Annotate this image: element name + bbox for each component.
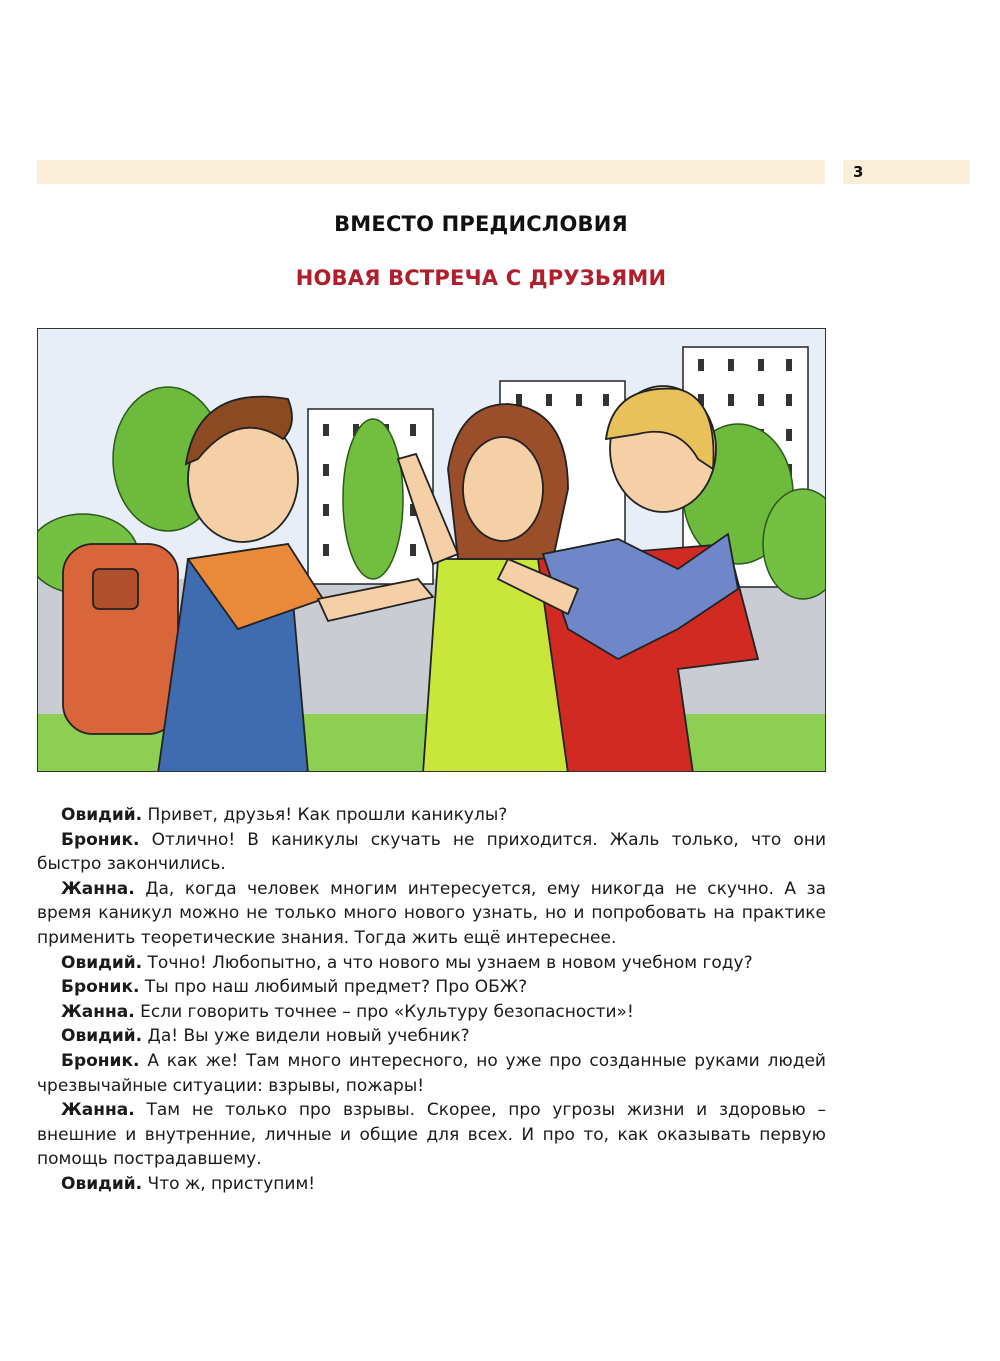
- line-text: Привет, друзья! Как прошли каникулы?: [147, 805, 508, 825]
- dialogue-line: [37, 951, 826, 976]
- line-text: Что ж, приступим!: [147, 1173, 316, 1194]
- dialogue-line: [37, 1000, 826, 1025]
- page-number-box: [843, 160, 970, 184]
- speaker-name: Броник.: [61, 829, 140, 850]
- dialogue-line: [37, 975, 826, 1000]
- header-band: [37, 160, 825, 184]
- speaker-name: Жанна.: [61, 1001, 135, 1022]
- line-text: Если говорить точнее – про «Культуру безопасности»!: [140, 1001, 634, 1022]
- dialogue-line: [37, 1049, 826, 1098]
- illustration-friends-meeting: [37, 328, 826, 772]
- speaker-name: Броник.: [61, 977, 140, 998]
- line-text: А как же! Там много интересного, но уже про созданные руками людей чрезвычайные ситуации: взрывы, пожары!: [37, 1050, 826, 1096]
- dialogue-text: [37, 803, 826, 1197]
- dialogue-line: [37, 1098, 826, 1172]
- page-number: 3: [853, 163, 864, 181]
- dialogue-line: [37, 828, 826, 877]
- speaker-name: Овидий.: [61, 1026, 143, 1047]
- dialogue-line: [37, 877, 826, 951]
- speaker-name: Жанна.: [61, 878, 135, 899]
- tree-middle: [343, 419, 403, 579]
- dialogue-line: [37, 803, 826, 828]
- line-text: Да! Вы уже видели новый учебник?: [147, 1026, 470, 1047]
- line-text: Отлично! В каникулы скучать не приходится. Жаль только, что они быстро закончились.: [37, 829, 826, 875]
- page-subheading: НОВАЯ ВСТРЕЧА С ДРУЗЬЯМИ: [295, 266, 667, 290]
- line-text: Да, когда человек многим интересуется, ему никогда не скучно. А за время каникул можно не только много нового узнать, но и попробовать на практике применить теоретические знания. Тогда жить ещё интереснее.: [37, 878, 826, 948]
- speaker-name: Жанна.: [61, 1100, 135, 1121]
- page-heading: ВМЕСТО ПРЕДИСЛОВИЯ: [334, 212, 628, 236]
- speaker-name: Овидий.: [61, 805, 143, 825]
- speaker-name: Овидий.: [61, 1173, 143, 1194]
- dialogue-line: [37, 1172, 826, 1197]
- dialogue-line: [37, 1024, 826, 1049]
- speaker-name: Овидий.: [61, 952, 143, 973]
- line-text: Ты про наш любимый предмет? Про ОБЖ?: [144, 977, 528, 998]
- speaker-name: Броник.: [61, 1050, 140, 1071]
- line-text: Точно! Любопытно, а что нового мы узнаем в новом учебном году?: [147, 952, 753, 973]
- line-text: Там не только про взрывы. Скорее, про угрозы жизни и здоровью – внешние и внутренние, личные и общие для всех. И про то, как оказывать первую помощь пострадавшему.: [37, 1100, 826, 1170]
